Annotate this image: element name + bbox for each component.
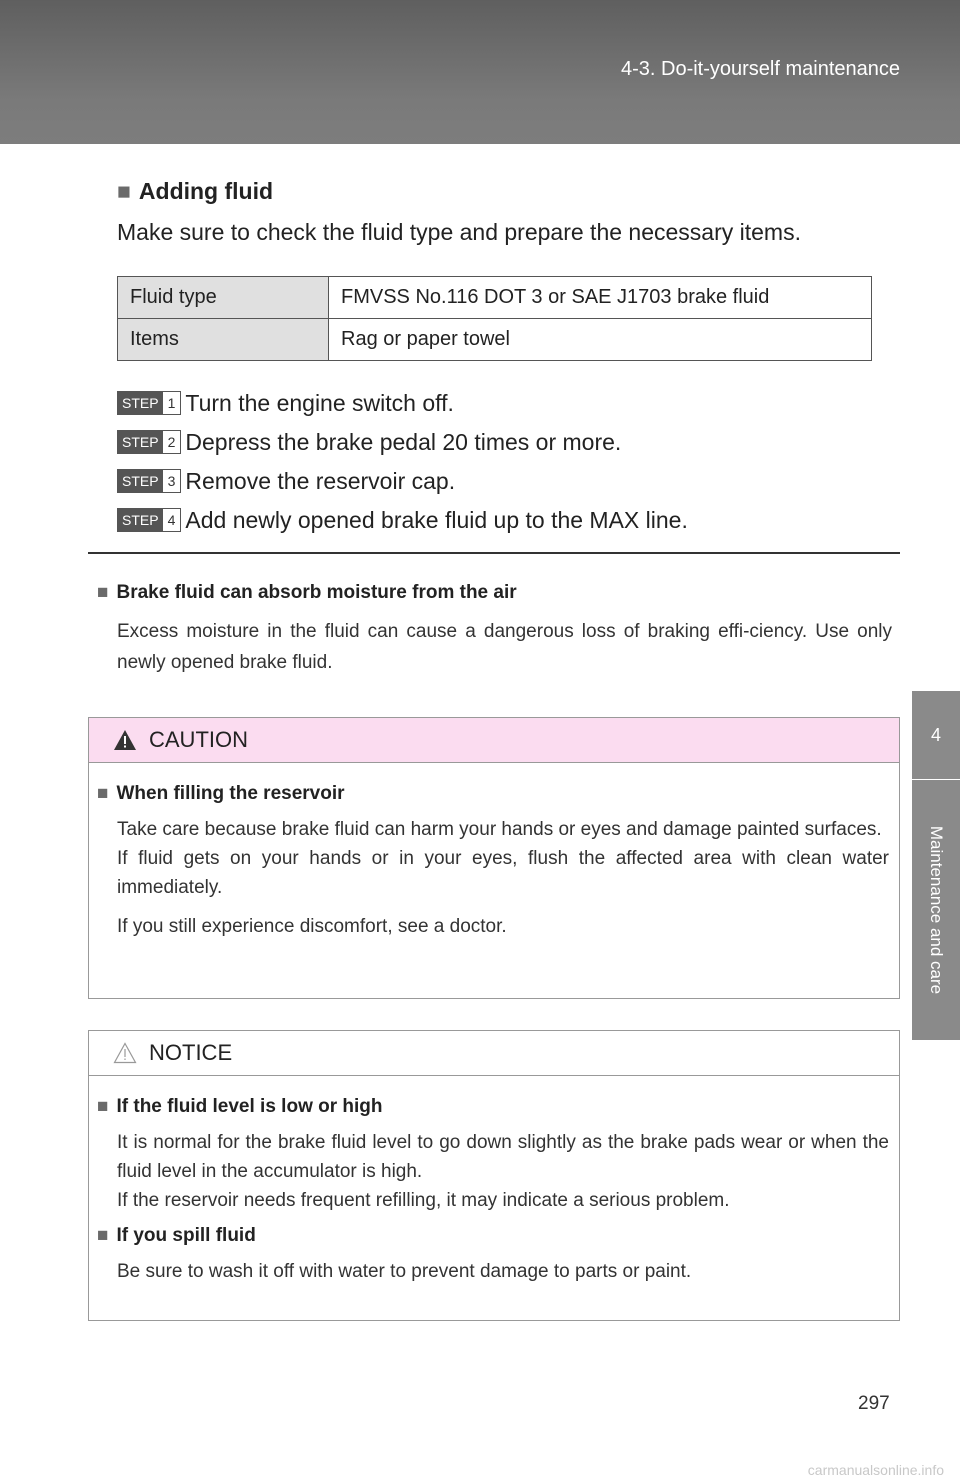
fluid-table bbox=[117, 276, 872, 361]
step-item-1 bbox=[117, 391, 454, 415]
caution-box bbox=[88, 717, 900, 999]
square-bullet-icon: ■ bbox=[97, 1096, 109, 1117]
notice-heading bbox=[97, 1096, 889, 1118]
notice-heading bbox=[97, 1225, 889, 1247]
step-badge-label: STEP bbox=[118, 392, 163, 414]
side-tab-label-text: Maintenance and care bbox=[927, 825, 946, 995]
step-badge bbox=[117, 469, 181, 493]
notice-title: NOTICE bbox=[149, 1040, 233, 1065]
adding-fluid-heading-text: Adding fluid bbox=[138, 178, 274, 204]
step-item-4 bbox=[117, 508, 688, 532]
note-heading bbox=[97, 582, 517, 604]
caution-header bbox=[89, 718, 899, 763]
square-bullet-icon: ■ bbox=[117, 178, 131, 204]
side-tab-label bbox=[912, 780, 960, 1040]
side-tab-number: 4 bbox=[912, 691, 960, 779]
step-badge-number: 3 bbox=[163, 470, 181, 492]
notice-paragraph: Be sure to wash it off with water to prevent damage to parts or paint. bbox=[117, 1261, 692, 1282]
square-bullet-icon: ■ bbox=[97, 582, 109, 603]
caution-heading bbox=[97, 783, 889, 805]
step-badge-label: STEP bbox=[118, 509, 163, 531]
table-value-cell: Rag or paper towel bbox=[329, 319, 872, 361]
adding-fluid-heading bbox=[117, 178, 273, 205]
notice-paragraph: If the reservoir needs frequent refilling, it may indicate a serious problem. bbox=[117, 1190, 730, 1211]
step-text: Turn the engine switch off. bbox=[185, 389, 454, 416]
header-band bbox=[0, 0, 960, 144]
caution-paragraph: If you still experience discomfort, see a doctor. bbox=[117, 916, 507, 937]
note-text: Excess moisture in the fluid can cause a dangerous loss of braking effi-ciency. Use only newly opened brake fluid. bbox=[117, 621, 892, 673]
notice-box bbox=[88, 1030, 900, 1321]
table-label-cell: Items bbox=[118, 319, 329, 361]
step-item-3 bbox=[117, 469, 455, 493]
warning-triangle-icon bbox=[113, 729, 137, 751]
notice-heading-text: If the fluid level is low or high bbox=[116, 1096, 383, 1117]
step-badge-label: STEP bbox=[118, 431, 163, 453]
step-badge bbox=[117, 430, 181, 454]
square-bullet-icon: ■ bbox=[97, 783, 109, 804]
notice-heading-text: If you spill fluid bbox=[116, 1225, 256, 1246]
step-badge bbox=[117, 391, 181, 415]
notice-body bbox=[89, 1096, 899, 1286]
step-text: Remove the reservoir cap. bbox=[185, 467, 456, 494]
notice-triangle-icon bbox=[113, 1042, 137, 1064]
step-badge bbox=[117, 508, 181, 532]
table-value-cell: FMVSS No.116 DOT 3 or SAE J1703 brake fluid bbox=[329, 277, 872, 319]
page-number: 297 bbox=[858, 1393, 890, 1414]
caution-body bbox=[89, 783, 899, 941]
caution-paragraph: If fluid gets on your hands or in your eyes, flush the affected area with clean water immediately. bbox=[117, 848, 889, 898]
caution-paragraph: Take care because brake fluid can harm your hands or eyes and damage painted surfaces. bbox=[117, 819, 882, 840]
notice-header bbox=[89, 1031, 899, 1076]
step-text: Add newly opened brake fluid up to the MAX line. bbox=[185, 506, 688, 533]
table-label-cell: Fluid type bbox=[118, 277, 329, 319]
section-divider bbox=[88, 552, 900, 554]
step-badge-number: 2 bbox=[163, 431, 181, 453]
square-bullet-icon: ■ bbox=[97, 1225, 109, 1246]
table-row bbox=[118, 319, 872, 361]
note-heading-text: Brake fluid can absorb moisture from the air bbox=[116, 582, 517, 603]
watermark: carmanualsonline.info bbox=[807, 1462, 944, 1478]
section-title: 4-3. Do-it-yourself maintenance bbox=[620, 58, 900, 80]
notice-paragraph: It is normal for the brake fluid level to go down slightly as the brake pads wear or when the fluid level in the accumulator is high. bbox=[117, 1132, 889, 1182]
table-row bbox=[118, 277, 872, 319]
step-badge-number: 1 bbox=[163, 392, 181, 414]
caution-heading-text: When filling the reservoir bbox=[116, 783, 345, 804]
step-item-2 bbox=[117, 430, 621, 454]
step-badge-number: 4 bbox=[163, 509, 181, 531]
adding-fluid-intro: Make sure to check the fluid type and prepare the necessary items. bbox=[117, 219, 801, 245]
step-text: Depress the brake pedal 20 times or more. bbox=[185, 428, 622, 455]
caution-title: CAUTION bbox=[149, 727, 248, 752]
step-badge-label: STEP bbox=[118, 470, 163, 492]
